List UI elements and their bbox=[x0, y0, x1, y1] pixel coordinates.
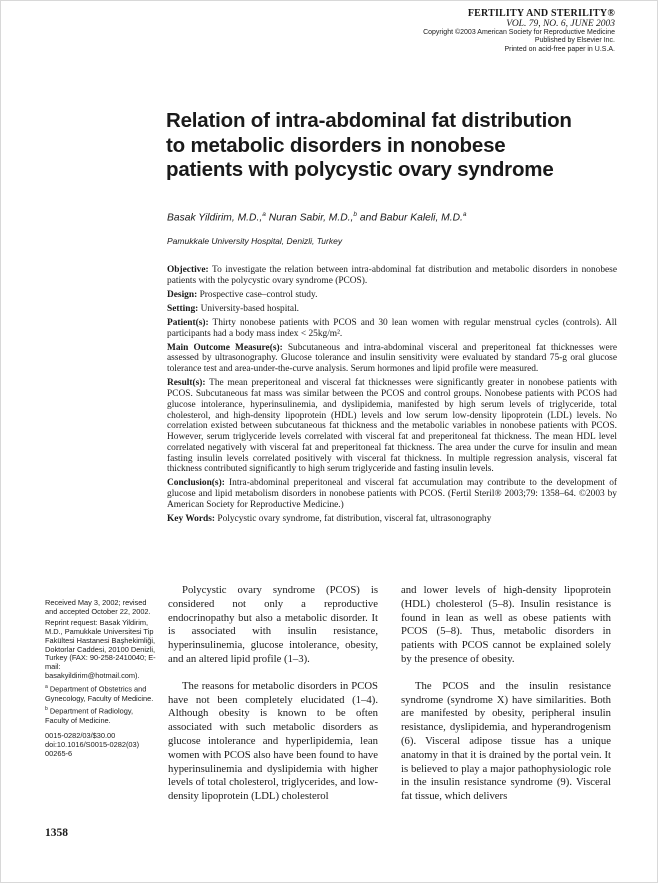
abstract-patients bbox=[167, 318, 617, 340]
abstract-setting bbox=[167, 304, 617, 315]
title-line: patients with polycystic ovary syndrome bbox=[166, 158, 554, 181]
title-line: Relation of intra-abdominal fat distribution bbox=[166, 109, 572, 132]
body-paragraph: The PCOS and the insulin resistance syndrome (syndrome X) have similarities. Both are manifested by obesity, peripheral insulin resistance, dyslipidemia, and hyperandrogenism (6). Visceral adipose tissue has a unique anatomy in that it is drained by the portal vein. It is believed to play a major pathophysiologic role in the insulin resistance syndrome (9). Visceral fat tissue, which delivers bbox=[401, 679, 611, 803]
abstract-text: Thirty nonobese patients with PCOS and 30 lean women with regular menstrual cycles (controls). All participants had a body mass index < 25kg/m². bbox=[167, 317, 617, 339]
author-list bbox=[167, 211, 467, 223]
author-name: Nuran Sabir, M.D., bbox=[268, 212, 354, 224]
code-line: 0015-0282/03/$30.00 bbox=[45, 730, 116, 740]
affil-text: Department of Radiology, Faculty of Medicine. bbox=[45, 706, 134, 725]
journal-name: FERTILITY AND STERILITY® bbox=[467, 8, 615, 19]
author-name: Basak Yildirim, M.D., bbox=[167, 212, 263, 224]
code-line: doi:10.1016/S0015-0282(03) bbox=[45, 739, 140, 749]
title-line: to metabolic disorders in nonobese bbox=[166, 133, 506, 157]
journal-copyright: Copyright ©2003 American Society for Reproductive Medicine bbox=[423, 29, 615, 36]
abstract-label: Setting: bbox=[167, 303, 199, 314]
abstract-text: Prospective case–control study. bbox=[199, 289, 318, 300]
sidebar-notes bbox=[45, 599, 157, 760]
author-affil-mark: a bbox=[262, 211, 266, 218]
abstract-text: The mean preperitoneal and visceral fat thicknesses were significantly greater in nonobese patients with PCOS. Subcutaneous fat mass was similar between the PCOS and control groups. Nonobese patients with PCOS had glucose intolerance, hyperinsulinemia, and dyslipidemia, manifested by high serum levels of triglyceride, total cholesterol, and high-density lipoprotein (HDL) levels and low serum low-density lipoprotein (LDL) levels. No correlation existed between subcutaneous fat thickness and the metabolic variables in nonobese patients with PCOS. However, serum triglyceride levels correlated with visceral fat and preperitoneal fat thickness. The mean HDL level correlated negatively with visceral fat and preperitoneal fat thickness. The area under the curve for insulin and mean fasting insulin levels correlated positively with visceral fat thickness. In multiple regression analysis, visceral fat thickness contributed significantly to high serum triglyceride and fasting insulin levels. bbox=[167, 378, 617, 475]
affiliation-b bbox=[45, 705, 157, 725]
abstract-label: Design: bbox=[167, 289, 198, 300]
journal-paper-note: Printed on acid-free paper in U.S.A. bbox=[504, 45, 615, 53]
abstract-objective bbox=[167, 265, 617, 287]
keywords-label: Key Words: bbox=[167, 514, 216, 525]
abstract-results bbox=[167, 378, 617, 475]
affiliation: Pamukkale University Hospital, Denizli, Turkey bbox=[167, 236, 343, 246]
body-paragraph: Polycystic ovary syndrome (PCOS) is considered not only a reproductive endocrinopathy but also a metabolic disorder. It is associated with insulin resistance, hyperinsulinemia, glucose intolerance, obesity, and an altered lipid profile (1–3). bbox=[168, 584, 378, 665]
abstract-label: Conclusion(s): bbox=[167, 478, 225, 489]
author-name: and Babur Kaleli, M.D. bbox=[359, 212, 463, 224]
journal-header bbox=[315, 8, 615, 54]
abstract-label: Objective: bbox=[167, 265, 209, 275]
abstract-text: To investigate the relation between intra-abdominal fat distribution and metabolic disorders in nonobese patients with the polycystic ovary syndrome (PCOS). bbox=[167, 265, 617, 286]
journal-publisher: Published by Elsevier Inc. bbox=[534, 37, 615, 45]
affil-text: Department of Obstetrics and Gynecology, Faculty of Medicine. bbox=[45, 684, 154, 703]
journal-volume: VOL. 79, NO. 6, JUNE 2003 bbox=[506, 19, 615, 29]
reprint-request: Reprint request: Basak Yildirim, M.D., Pamukkale Universitesi Tip Fakültesi Hastanesi Başhekimliği, Doktorlar Caddesi, 20100 Denizli, Turkey (FAX: 90-258-2410040; E-mail: basakyildirim@hotmail.com). bbox=[45, 617, 156, 681]
keywords bbox=[167, 514, 617, 525]
abstract-outcome-measures bbox=[167, 343, 617, 375]
affil-mark: b bbox=[45, 706, 48, 713]
author-affil-mark: a bbox=[462, 211, 467, 218]
abstract-design bbox=[167, 290, 617, 301]
author-affil-mark: b bbox=[353, 211, 358, 218]
article-codes bbox=[45, 732, 157, 759]
body-column-right bbox=[401, 584, 611, 804]
body-paragraph: The reasons for metabolic disorders in PCOS have not been completely elucidated (1–4). Although obesity is known to be often associated with such metabolic disorders as glucose intolerance and hyperlipidemia, lean women with PCOS also have been found to have hyperinsulinemia and dyslipidemia with higher levels of total cholesterol, triglycerides, and low-density lipoprotein (LDL) cholesterol bbox=[168, 679, 378, 803]
abstract-conclusions bbox=[167, 478, 617, 510]
page-number: 1358 bbox=[45, 827, 68, 839]
received-date: Received May 3, 2002; revised and accepted October 22, 2002. bbox=[45, 598, 151, 616]
body-paragraph: and lower levels of high-density lipoprotein (HDL) cholesterol (5–8). Insulin resistance is found in lean as well as obese patients with PCOS (5–8). Thus, metabolic disorders in patients with PCOS cannot be explained solely by the presence of obesity. bbox=[401, 584, 611, 665]
abstract-label: Patient(s): bbox=[167, 317, 209, 328]
article-title bbox=[166, 109, 626, 183]
abstract-text: Subcutaneous and intra-abdominal visceral and preperitoneal fat thicknesses were assessed by ultrasonography. Glucose tolerance and insulin sensitivity were evaluated by standard 75-g oral glucose tolerance test and area-under-the-curve analysis. Serum hormones and lipid profile were measured. bbox=[167, 342, 617, 375]
abstract bbox=[167, 265, 617, 528]
affiliation-a bbox=[45, 683, 157, 703]
abstract-label: Result(s): bbox=[167, 378, 206, 389]
keywords-text: Polycystic ovary syndrome, fat distribution, visceral fat, ultrasonography bbox=[217, 514, 492, 525]
abstract-label: Main Outcome Measure(s): bbox=[167, 342, 283, 353]
body-column-left bbox=[168, 584, 378, 804]
code-line: 00265-6 bbox=[45, 748, 73, 758]
affil-mark: a bbox=[45, 684, 48, 691]
abstract-text: Intra-abdominal preperitoneal and visceral fat accumulation may contribute to the development of glucose and lipid metabolism disorders in nonobese patients with PCOS. (Fertil Steril® 2003;79: 1358–64. ©2003 by American Society for Reproductive Medicine.) bbox=[167, 478, 618, 511]
abstract-text: University-based hospital. bbox=[200, 303, 300, 314]
